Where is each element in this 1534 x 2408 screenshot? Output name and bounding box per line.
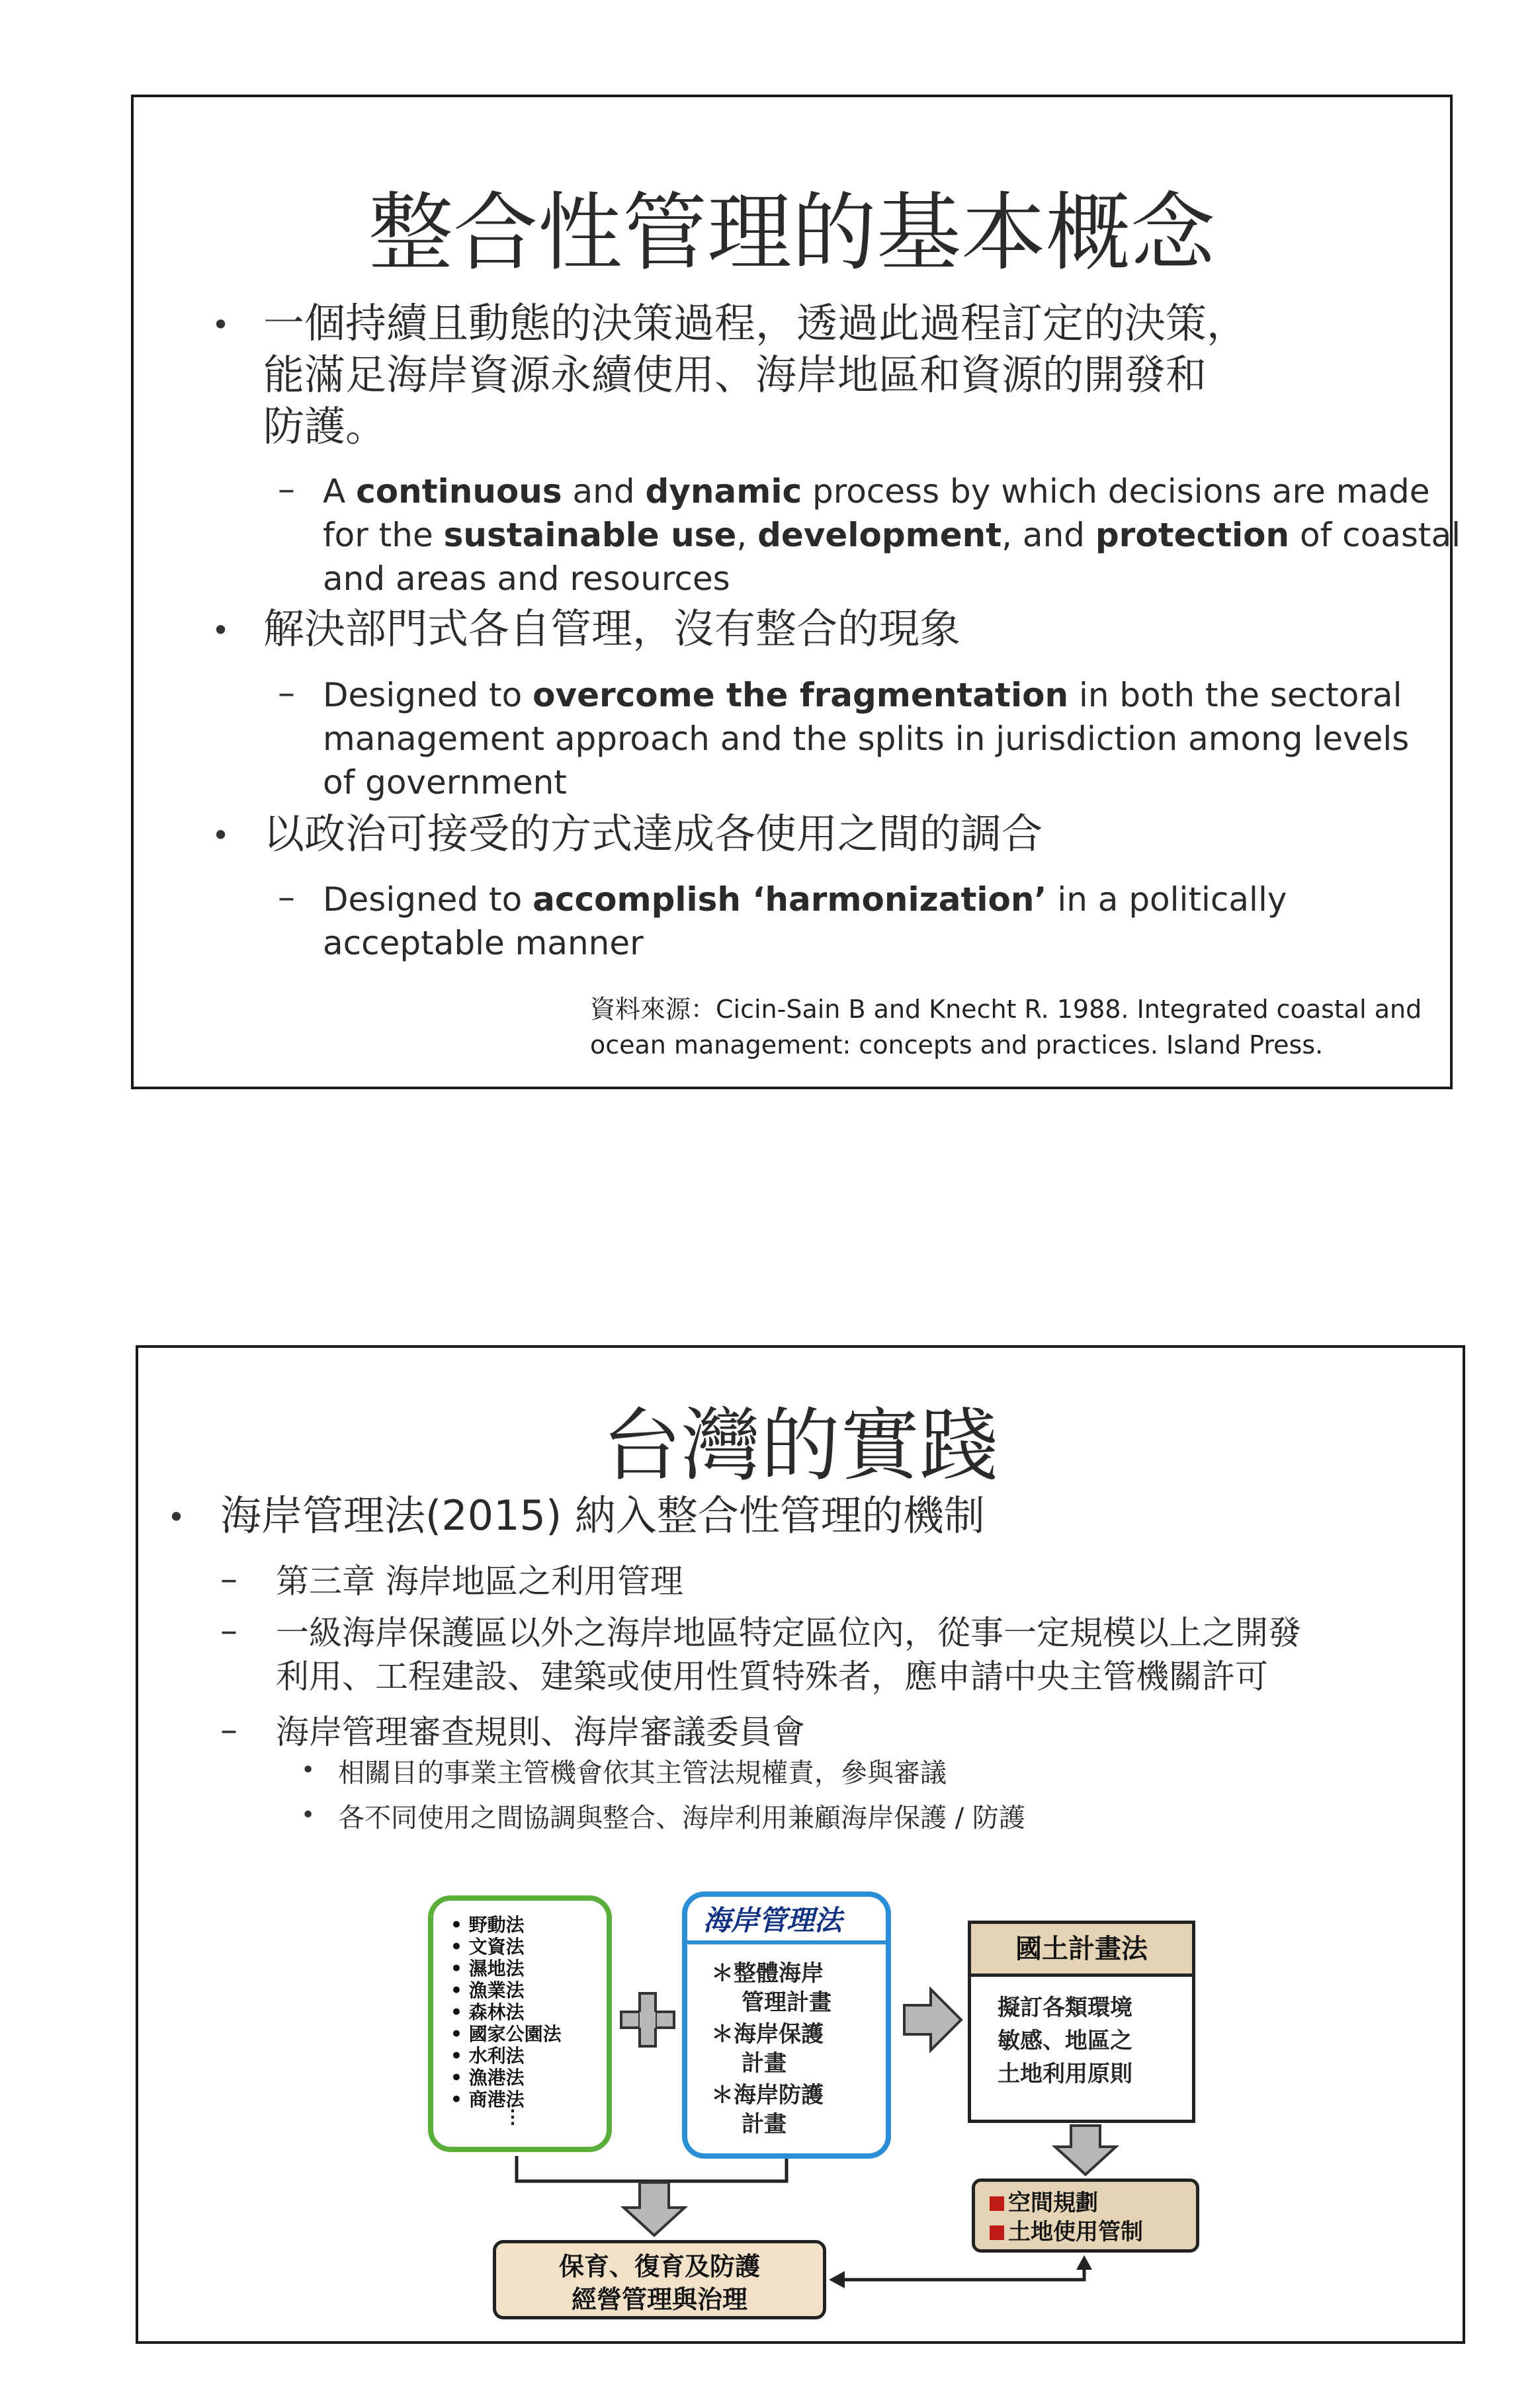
slide2-title: 台灣的實踐 [602,1400,999,1492]
law-item: • 水利法 [450,2045,607,2067]
subsub-item-1: 相關目的事業主管機會依其主管法規權責，參與審議 [338,1758,947,1788]
bullet2-en-line3: of government [323,763,567,802]
law-item: • 漁港法 [450,2067,607,2089]
permit-item-line1: 一級海岸保護區以外之海岸地區特定區位內，從事一定規模以上之開發 [276,1614,1301,1652]
dash-marker: – [220,1611,237,1651]
coastal-management-act-title: 海岸管理法 [687,1897,886,1944]
dash-marker: – [220,1559,237,1599]
related-laws-box [428,1895,612,2152]
bullet-dot: • [212,817,230,853]
bullet1-zh-line1: 一個持續且動態的決策過程，透過此過程訂定的決策， [263,299,1248,347]
law-item: • 野動法 [450,1914,607,1936]
bullet1-en-line1: A continuous and dynamic process by which decisions are made [323,472,1430,511]
bullet-dot: • [167,1499,186,1535]
bullet1-zh-line2: 能滿足海岸資源永續使用、海岸地區和資源的開發和 [263,351,1207,399]
land-planning-act-title: 國土計畫法 [971,1924,1192,1977]
down-arrow-to-management [624,2182,685,2235]
coastal-management-act-box [682,1891,891,2159]
permit-item-line2: 利用、工程建設、建築或使用性質特殊者，應申請中央主管機關許可 [276,1657,1268,1696]
right-arrow-to-land-plan [904,1989,961,2050]
cma-item: ＊海岸防護 [711,2082,824,2108]
down-arrow-to-spatial [1055,2126,1116,2175]
bidirectional-connector [841,2266,1084,2280]
arrowhead-left [829,2271,845,2288]
law-item: • 濕地法 [450,1958,607,1979]
bullet-dot: • [212,612,230,648]
cma-item: 計畫 [742,2111,787,2138]
slide1-title: 整合性管理的基本概念 [368,184,1215,282]
law-item: • 國家公園法 [450,2023,607,2045]
bullet3-zh: 以政治可接受的方式達成各使用之間的調合 [263,810,1043,858]
source-citation-line2: ocean management: concepts and practices. Island Press. [590,1030,1324,1059]
chapter3-item: 第三章 海岸地區之利用管理 [276,1562,683,1600]
conservation-management-box [493,2240,826,2319]
cma-item: ＊整體海岸 [711,1960,824,1987]
land-planning-act-box [968,1921,1195,2123]
bullet3-en-line2: acceptable manner [323,924,644,962]
bracket-line [517,2156,787,2181]
law-item: • 漁業法 [450,1979,607,2001]
diagram-connectors [138,1348,1468,2346]
arrowhead-up [1076,2255,1092,2270]
management-line1: 保育、復育及防護 [558,2251,760,2281]
law-item: • 商港法 [450,2089,607,2110]
law-item: • 森林法 [450,2001,607,2023]
more-laws-ellipsis: ⋮ [503,2106,522,2128]
red-square-icon [990,2196,1004,2211]
bullet-dot: • [301,1802,316,1829]
bullet-dot: • [212,307,230,343]
plus-icon [620,1992,675,2048]
cma-item: 管理計畫 [742,1989,831,2016]
dash-marker: – [278,878,295,917]
cma-item: ＊海岸保護 [711,2021,824,2048]
coastal-law-bullet: 海岸管理法(2015) 納入整合性管理的機制 [220,1491,985,1540]
review-rules-item: 海岸管理審查規則、海岸審議委員會 [276,1713,805,1751]
bullet2-en-line2: management approach and the splits in jurisdiction among levels [323,720,1410,758]
bullet1-en-line2: for the sustainable use, development, and protection of coastal [323,516,1461,554]
dash-marker: – [278,673,295,713]
spatial-item: 土地使用管制 [990,2218,1196,2247]
bullet3-en-line1: Designed to accomplish ‘harmonization’ in a politically [323,880,1287,919]
subsub-item-2: 各不同使用之間協調與整合、海岸利用兼顧海岸保護 / 防護 [338,1803,1025,1833]
law-item: • 文資法 [450,1936,607,1958]
red-square-icon [990,2225,1004,2240]
slide-taiwan-practice [136,1345,1465,2344]
land-planning-act-body: 擬訂各類環境 敏感、地區之 土地利用原則 [998,1995,1132,2087]
slide-integrated-management-concept [131,95,1461,1089]
dash-marker: – [278,470,295,509]
cma-item: 計畫 [742,2050,787,2077]
source-citation-line1: 資料來源：Cicin-Sain B and Knecht R. 1988. Integrated coastal and [590,995,1422,1024]
bullet1-en-line3: and areas and resources [323,560,730,598]
bullet-dot: • [301,1757,316,1784]
spatial-planning-box [972,2179,1199,2253]
spatial-item: 空間規劃 [990,2188,1196,2218]
bullet2-zh: 解決部門式各自管理，沒有整合的現象 [263,604,961,653]
bullet2-en-line1: Designed to overcome the fragmentation in both the sectoral [323,676,1402,714]
management-line2: 經營管理與治理 [571,2284,747,2314]
bullet1-zh-line3: 防護。 [263,402,387,450]
dash-marker: – [220,1710,237,1750]
